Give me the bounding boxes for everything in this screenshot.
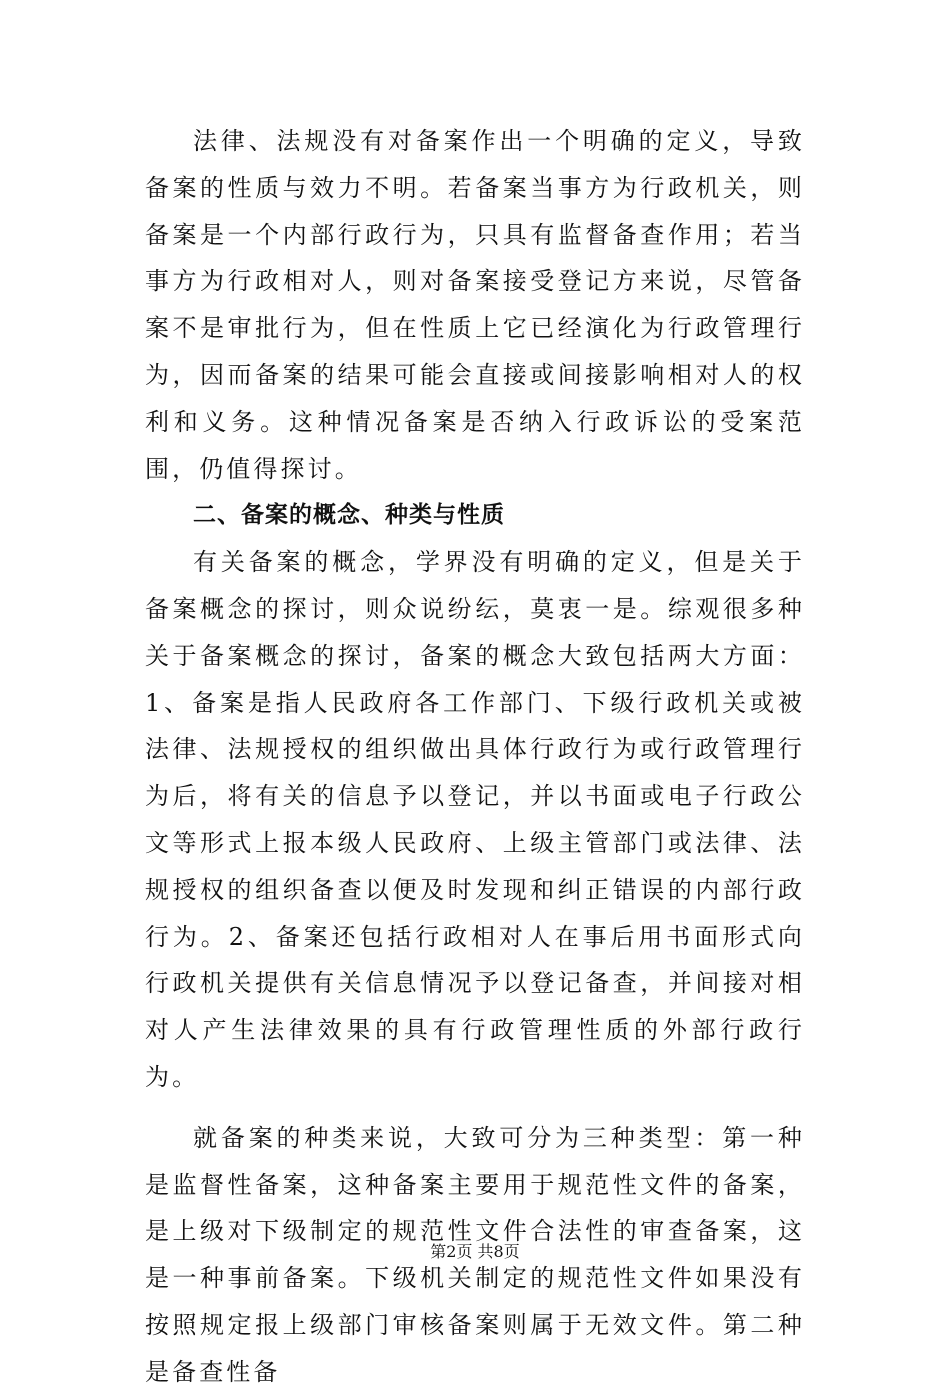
paragraph-2: 有关备案的概念，学界没有明确的定义，但是关于备案概念的探讨，则众说纷纭，莫衷一是。综观很多种关于备案概念的探讨，备案的概念大致包括两大方面：1、备案是指人民政府各工作部门、下级行政机关或被法律、法规授权的组织做出具体行政行为或行政管理行为后，将有关的信息予以登记，并以书面或电子行政公文等形式上报本级人民政府、上级主管部门或法律、法规授权的组织备查以便及时发现和纠正错误的内部行政行为。2、备案还包括行政相对人在事后用书面形式向行政机关提供有关信息情况予以登记备查，并间接对相对人产生法律效果的具有行政管理性质的外部行政行为。: [145, 548, 805, 1091]
paragraph-3: 就备案的种类来说，大致可分为三种类型：第一种是监督性备案，这种备案主要用于规范性文件的备案，是上级对下级制定的规范性文件合法性的审查备案，这是一种事前备案。下级机关制定的规范性文件如果没有按照规定报上级部门审核备案则属于无效文件。第二种是备查性备: [145, 1123, 805, 1386]
page-footer: 第2页 共8页: [430, 1242, 520, 1261]
section-heading-2: 二、备案的概念、种类与性质: [193, 502, 505, 529]
paragraph-1: 法律、法规没有对备案作出一个明确的定义，导致备案的性质与效力不明。若备案当事方为行政机关，则备案是一个内部行政行为，只具有监督备查作用；若当事方为行政相对人，则对备案接受登记方来说，尽管备案不是审批行为，但在性质上它已经演化为行政管理行为，因而备案的结果可能会直接或间接影响相对人的权利和义务。这种情况备案是否纳入行政诉讼的受案范围，仍值得探讨。: [145, 127, 805, 483]
paragraph-spacer: [145, 1101, 805, 1115]
document-body: [145, 118, 805, 1396]
